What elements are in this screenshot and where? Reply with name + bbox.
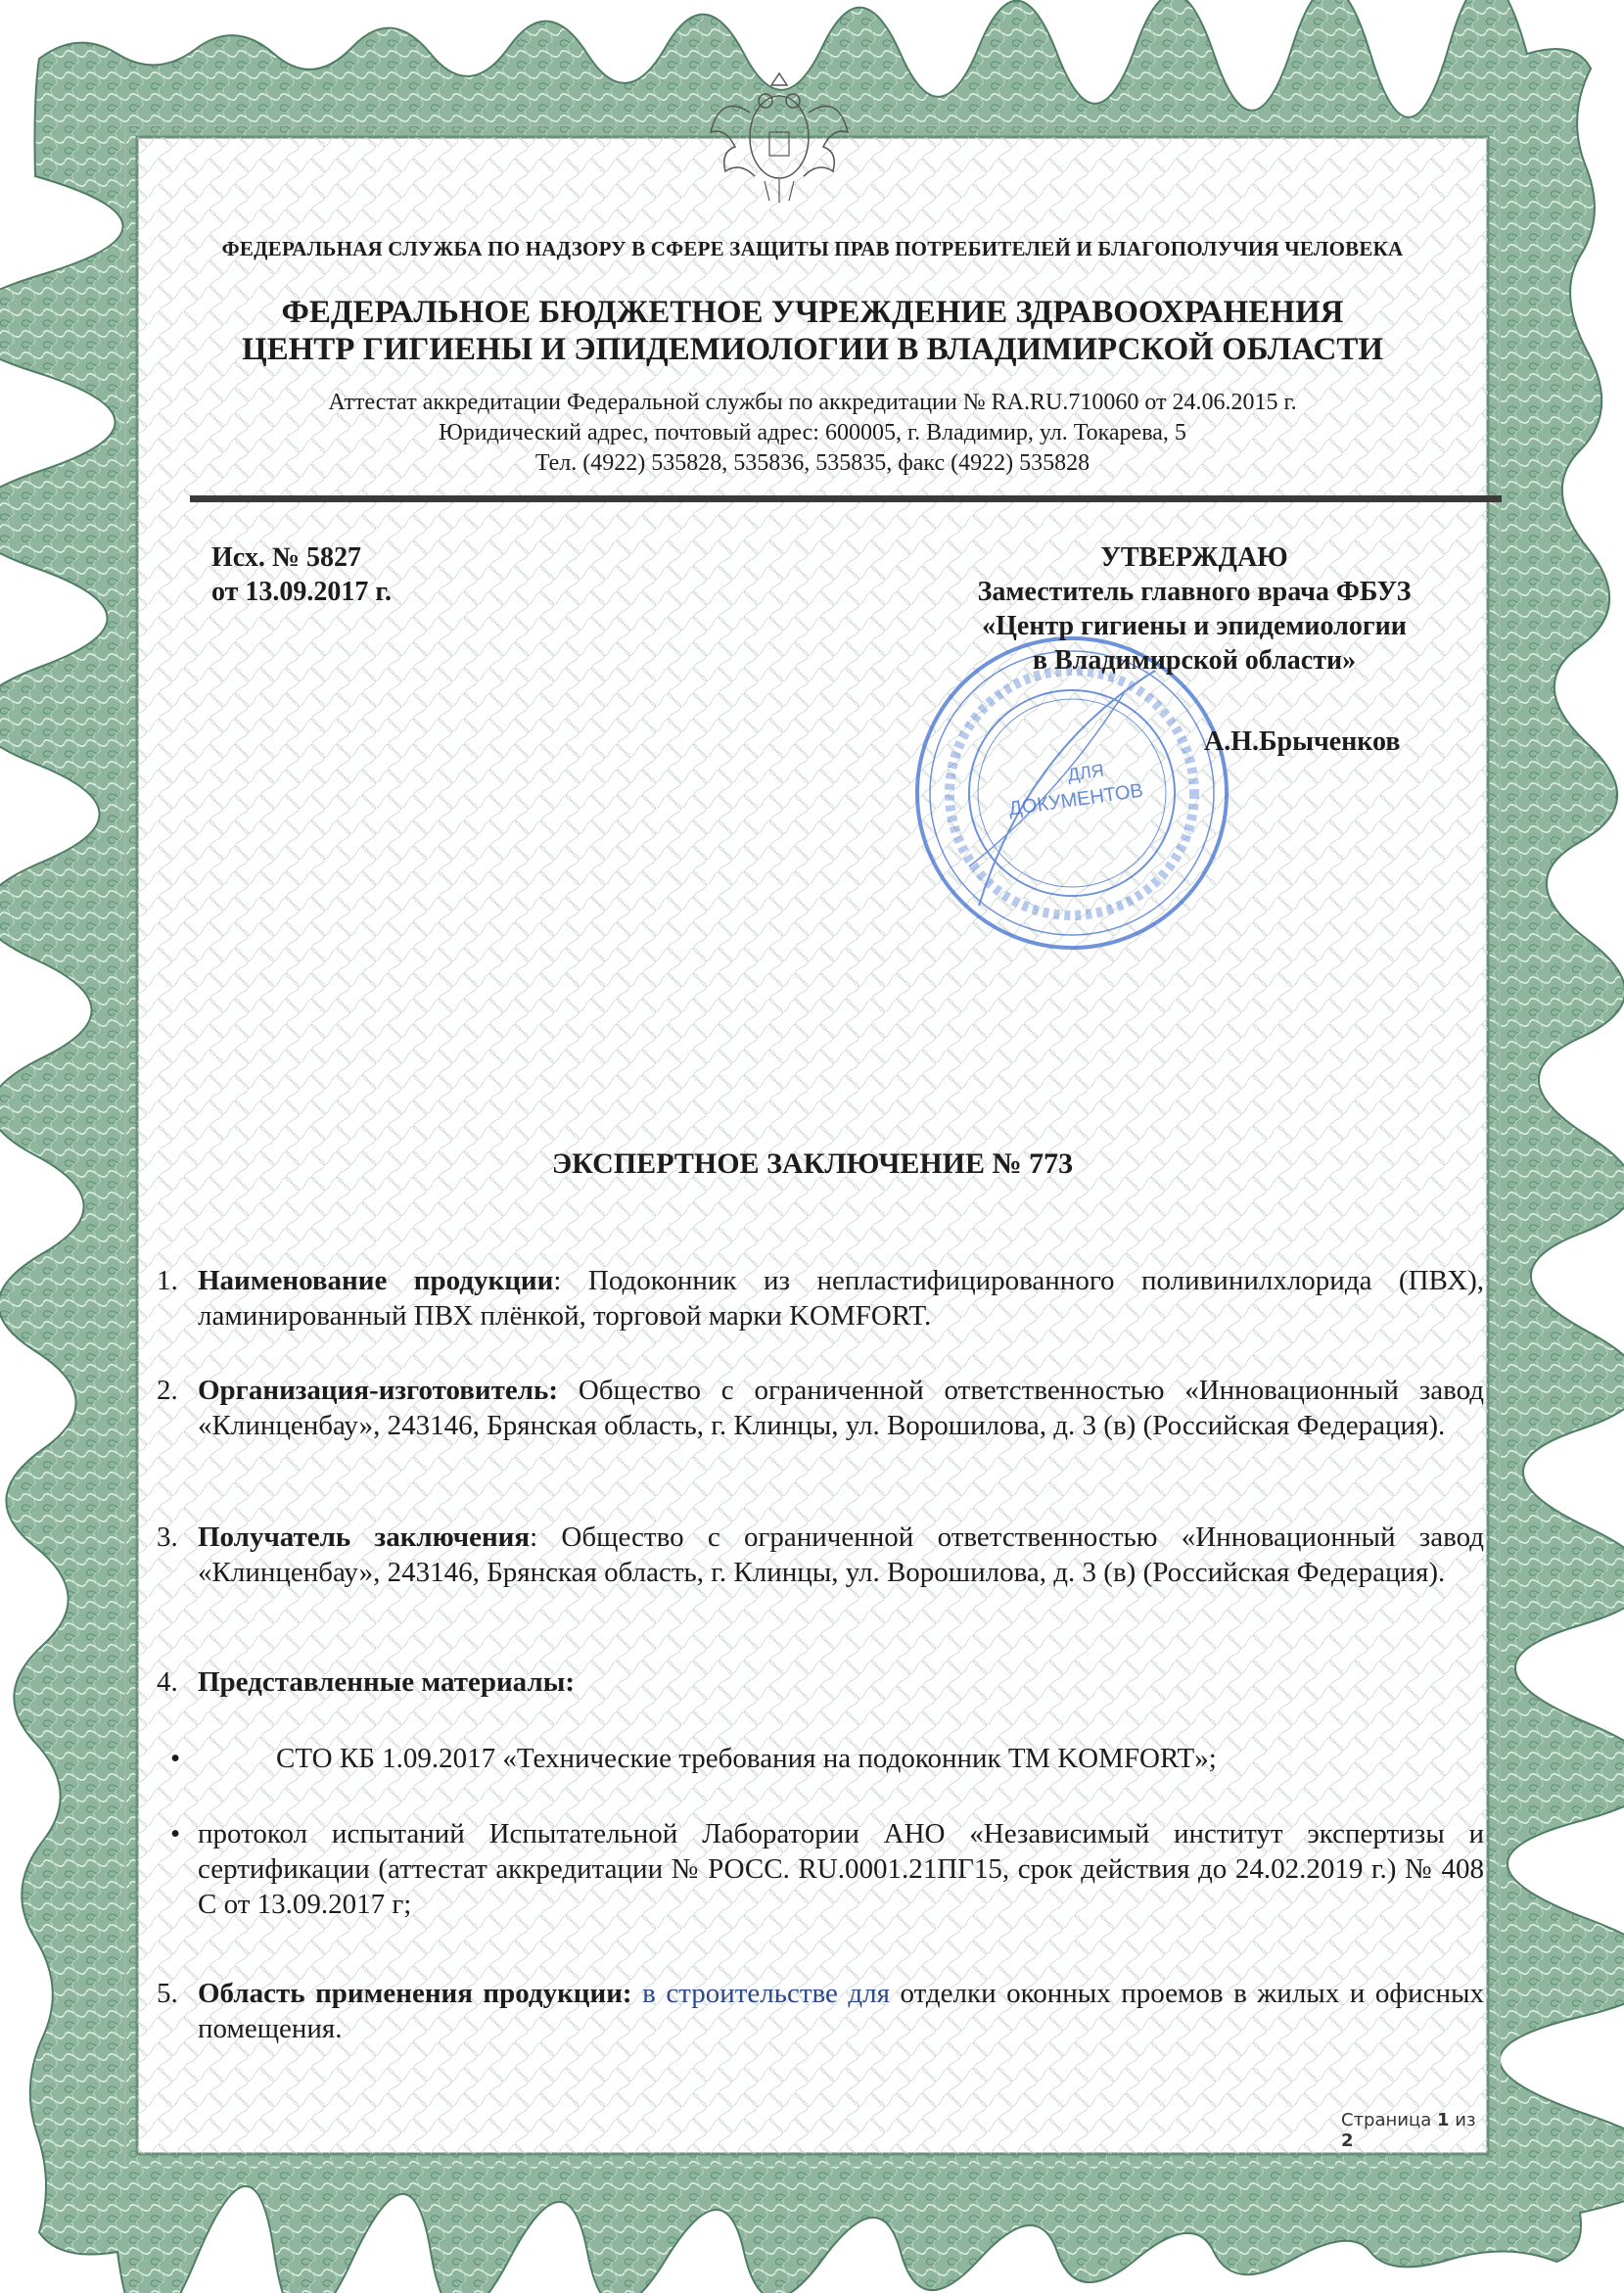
- item-number: 3.: [157, 1521, 178, 1553]
- item-number: 1.: [157, 1265, 178, 1296]
- item-separator: :: [530, 1521, 538, 1553]
- approval-line-3: в Владимирской области»: [1032, 645, 1357, 676]
- signer-name: А.Н.Брыченков: [1204, 726, 1401, 757]
- address-line: Юридический адрес, почтовый адрес: 600005, г. Владимир, ул. Токарева, 5: [439, 420, 1186, 445]
- phones-line: Тел. (4922) 535828, 535836, 535835, факс (4922) 535828: [534, 450, 1090, 476]
- document-title: ЭКСПЕРТНОЕ ЗАКЛЮЧЕНИЕ № 773: [551, 1147, 1074, 1180]
- item-label: Представленные материалы:: [198, 1666, 576, 1698]
- item-text-highlight: в строительстве для: [631, 1978, 890, 2009]
- document-page: [147, 147, 1485, 2151]
- item-label: Организация-изготовитель:: [198, 1375, 559, 1406]
- item-4: [157, 1664, 1484, 1700]
- item-separator: :: [553, 1265, 562, 1296]
- approval-title: УТВЕРЖДАЮ: [1100, 542, 1288, 573]
- header-divider: [190, 495, 1502, 502]
- outgoing-date: от 13.09.2017 г.: [211, 577, 392, 607]
- item-label: Получатель заключения: [198, 1521, 531, 1553]
- material-text: СТО КБ 1.09.2017 «Технические требования на подоконник ТМ KOMFORT»;: [276, 1743, 1217, 1774]
- item-1: [157, 1263, 1484, 1334]
- item-3: [157, 1520, 1484, 1590]
- item-2: [157, 1373, 1484, 1443]
- agency-name: ФЕДЕРАЛЬНАЯ СЛУЖБА ПО НАДЗОРУ В СФЕРЕ ЗАЩИТЫ ПРАВ ПОТРЕБИТЕЛЕЙ И БЛАГОПОЛУЧИЯ ЧЕЛОВЕКА: [221, 237, 1404, 260]
- outgoing-reference: [211, 540, 392, 609]
- item-5: [157, 1976, 1484, 2046]
- item-number: 5.: [157, 1978, 178, 2009]
- material-text: протокол испытаний Испытательной Лаборатории АНО «Независимый институт экспертизы и сертификации (аттестат аккредитации № РОСС. RU.0001.21ПГ15, срок действия до 24.02.2019 г.) № 408 С от 13.09.2017 г;: [198, 1818, 1484, 1920]
- item-number: 4.: [157, 1666, 178, 1698]
- outgoing-number: Исх. № 5827: [211, 542, 361, 573]
- item-number: 2.: [157, 1375, 178, 1406]
- organization-details: [147, 388, 1478, 479]
- approval-block: [891, 540, 1498, 678]
- accreditation-line: Аттестат аккредитации Федеральной службы по аккредитации № RA.RU.710060 от 24.06.2015 г.: [328, 390, 1297, 415]
- stamp-text-2: ДОКУМЕНТОВ: [1007, 779, 1145, 820]
- material-item: • СТО КБ 1.09.2017 «Технические требования на подоконник ТМ KOMFORT»;: [157, 1741, 1484, 1776]
- organization-name: [147, 294, 1478, 368]
- page-number: Страница 1 из 2: [1341, 2110, 1476, 2151]
- stamp-text-1: ДЛЯ: [1066, 760, 1105, 785]
- item-text: Общество с ограниченной ответственностью «Инновационный завод «Клинценбау», 243146, Брянская область, г. Клинцы, ул. Ворошилова, д. 3 (в) (Российская Федерация).: [198, 1521, 1484, 1588]
- item-text: Общество с ограниченной ответственностью «Инновационный завод «Клинценбау», 243146, Брянская область, г. Клинцы, ул. Ворошилова, д. 3 (в) (Российская Федерация).: [198, 1375, 1484, 1441]
- approval-line-2: «Центр гигиены и эпидемиологии: [982, 611, 1407, 641]
- official-stamp: [910, 632, 1233, 955]
- item-text: Подоконник из непластифицированного поливинилхлорида (ПВХ), ламинированный ПВХ плёнкой, торговой марки KOMFORT.: [198, 1265, 1485, 1332]
- material-item: • протокол испытаний Испытательной Лаборатории АНО «Независимый институт экспертизы и сертификации (аттестат аккредитации № РОСС. RU.0001.21ПГ15, срок действия до 24.02.2019 г.) № 408 С от 13.09.2017 г;: [170, 1818, 1484, 1920]
- item-text: отделки оконных проемов в жилых и офисных помещения.: [198, 1978, 1485, 2044]
- organization-name-line-1: ФЕДЕРАЛЬНОЕ БЮДЖЕТНОЕ УЧРЕЖДЕНИЕ ЗДРАВООХРАНЕНИЯ: [281, 295, 1344, 330]
- approval-line-1: Заместитель главного врача ФБУЗ: [977, 577, 1412, 607]
- item-label: Наименование продукции: [198, 1265, 554, 1296]
- organization-name-line-2: ЦЕНТР ГИГИЕНЫ И ЭПИДЕМИОЛОГИИ В ВЛАДИМИРСКОЙ ОБЛАСТИ: [241, 332, 1384, 367]
- item-label: Область применения продукции:: [198, 1978, 632, 2009]
